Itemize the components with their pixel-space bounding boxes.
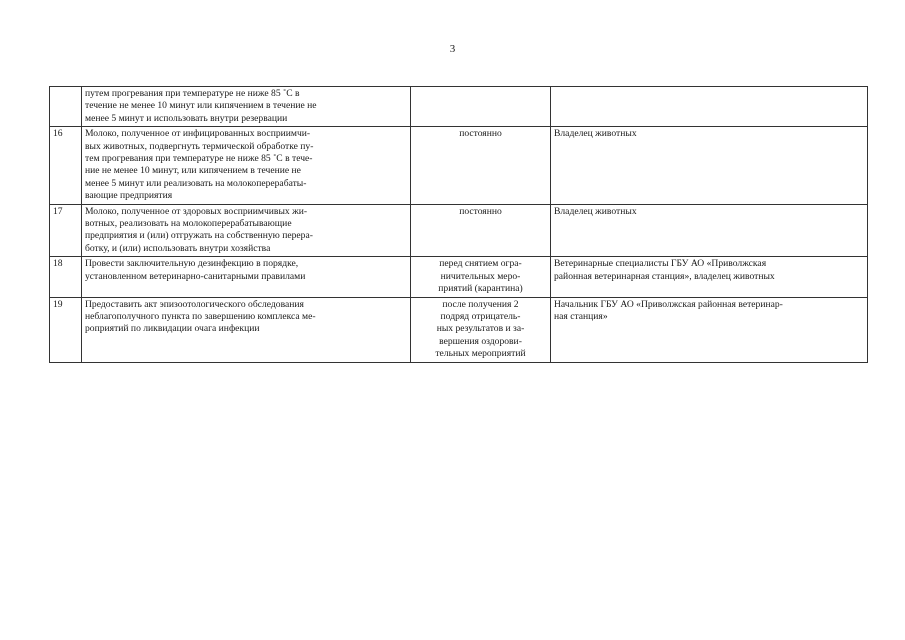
action-line: путем прогревания при температуре не ниже 85 ˚С в — [85, 88, 300, 99]
responsible-line: Владелец животных — [554, 128, 637, 140]
action-line: вых животных, подвергнуть термической обработке пу- — [85, 140, 314, 152]
deadline-line: перед снятием огра- — [439, 258, 522, 270]
deadline-cell — [411, 297, 551, 362]
responsible-cell — [551, 297, 868, 362]
responsible-line: Начальник ГБУ АО «Приволжская районная ветеринар- — [554, 298, 783, 310]
deadline-line: тельных мероприятий — [435, 348, 526, 360]
action-line: Молоко, полученное от здоровых восприимчивых жи- — [85, 205, 308, 217]
action-cell — [82, 297, 411, 362]
row-number-cell: 17 — [50, 204, 82, 257]
row-number-cell — [50, 87, 82, 127]
responsible-line: Ветеринарные специалисты ГБУ АО «Приволжская — [554, 258, 767, 270]
action-cell — [82, 127, 411, 204]
deadline-cell — [411, 257, 551, 297]
table-row — [50, 297, 868, 362]
row-number-cell: 16 — [50, 127, 82, 204]
action-cell — [82, 257, 411, 297]
deadline-line: постоянно — [459, 128, 502, 140]
row-number-cell: 19 — [50, 297, 82, 362]
action-cell — [82, 204, 411, 257]
table-row — [50, 257, 868, 297]
deadline-line: подряд отрицатель- — [440, 310, 521, 322]
page-number: 3 — [449, 43, 456, 55]
action-line: установленном ветеринарно-санитарными правилами — [85, 270, 306, 282]
deadline-line: постоянно — [459, 205, 502, 217]
responsible-line: Владелец животных — [554, 205, 637, 217]
row-number-cell: 18 — [50, 257, 82, 297]
action-line: роприятий по ликвидации очага инфекции — [85, 323, 260, 335]
responsible-cell — [551, 87, 868, 127]
responsible-line: ная станция» — [554, 310, 608, 322]
action-line: предприятия и (или) отгружать на собственную перера- — [85, 230, 313, 242]
deadline-line: вершения оздорови- — [439, 335, 522, 347]
action-line: течение не менее 10 минут или кипячением в течение не — [85, 100, 317, 112]
responsible-line: районная ветеринарная станция», владелец животных — [554, 270, 775, 282]
responsible-cell — [551, 127, 868, 204]
action-line: ботку, и (или) использовать внутри хозяйства — [85, 242, 271, 254]
action-line: тем прогревания при температуре не ниже 85 ˚С в тече- — [85, 153, 313, 165]
responsible-cell — [551, 257, 868, 297]
deadline-cell — [411, 204, 551, 257]
table-body — [50, 87, 868, 363]
deadline-cell — [411, 87, 551, 127]
deadline-line: после получения 2 — [442, 298, 519, 310]
deadline-line: ных результатов и за- — [436, 323, 525, 335]
action-line: менее 5 минут и использовать внутри резервации — [85, 112, 288, 124]
deadline-cell — [411, 127, 551, 204]
measures-table — [49, 86, 868, 363]
action-line: неблагополучного пункта по завершению комплекса ме- — [85, 310, 316, 322]
action-line: Провести заключительную дезинфекцию в порядке, — [85, 258, 299, 270]
action-line: ние не менее 10 минут, или кипячением в течение не — [85, 165, 301, 177]
action-cell — [82, 87, 411, 127]
responsible-cell — [551, 204, 868, 257]
action-line: вотных, реализовать на молокоперерабатывающие — [85, 218, 292, 230]
table-row — [50, 127, 868, 204]
deadline-line: приятий (карантина) — [438, 283, 523, 295]
action-line: Предоставить акт эпизоотологического обследования — [85, 298, 304, 310]
table-row — [50, 87, 868, 127]
table-row — [50, 204, 868, 257]
action-line: Молоко, полученное от инфицированных восприимчи- — [85, 128, 311, 140]
action-line: вающие предприятия — [85, 190, 173, 202]
action-line: менее 5 минут или реализовать на молокоперерабаты- — [85, 177, 307, 189]
deadline-line: ничительных меро- — [440, 270, 521, 282]
